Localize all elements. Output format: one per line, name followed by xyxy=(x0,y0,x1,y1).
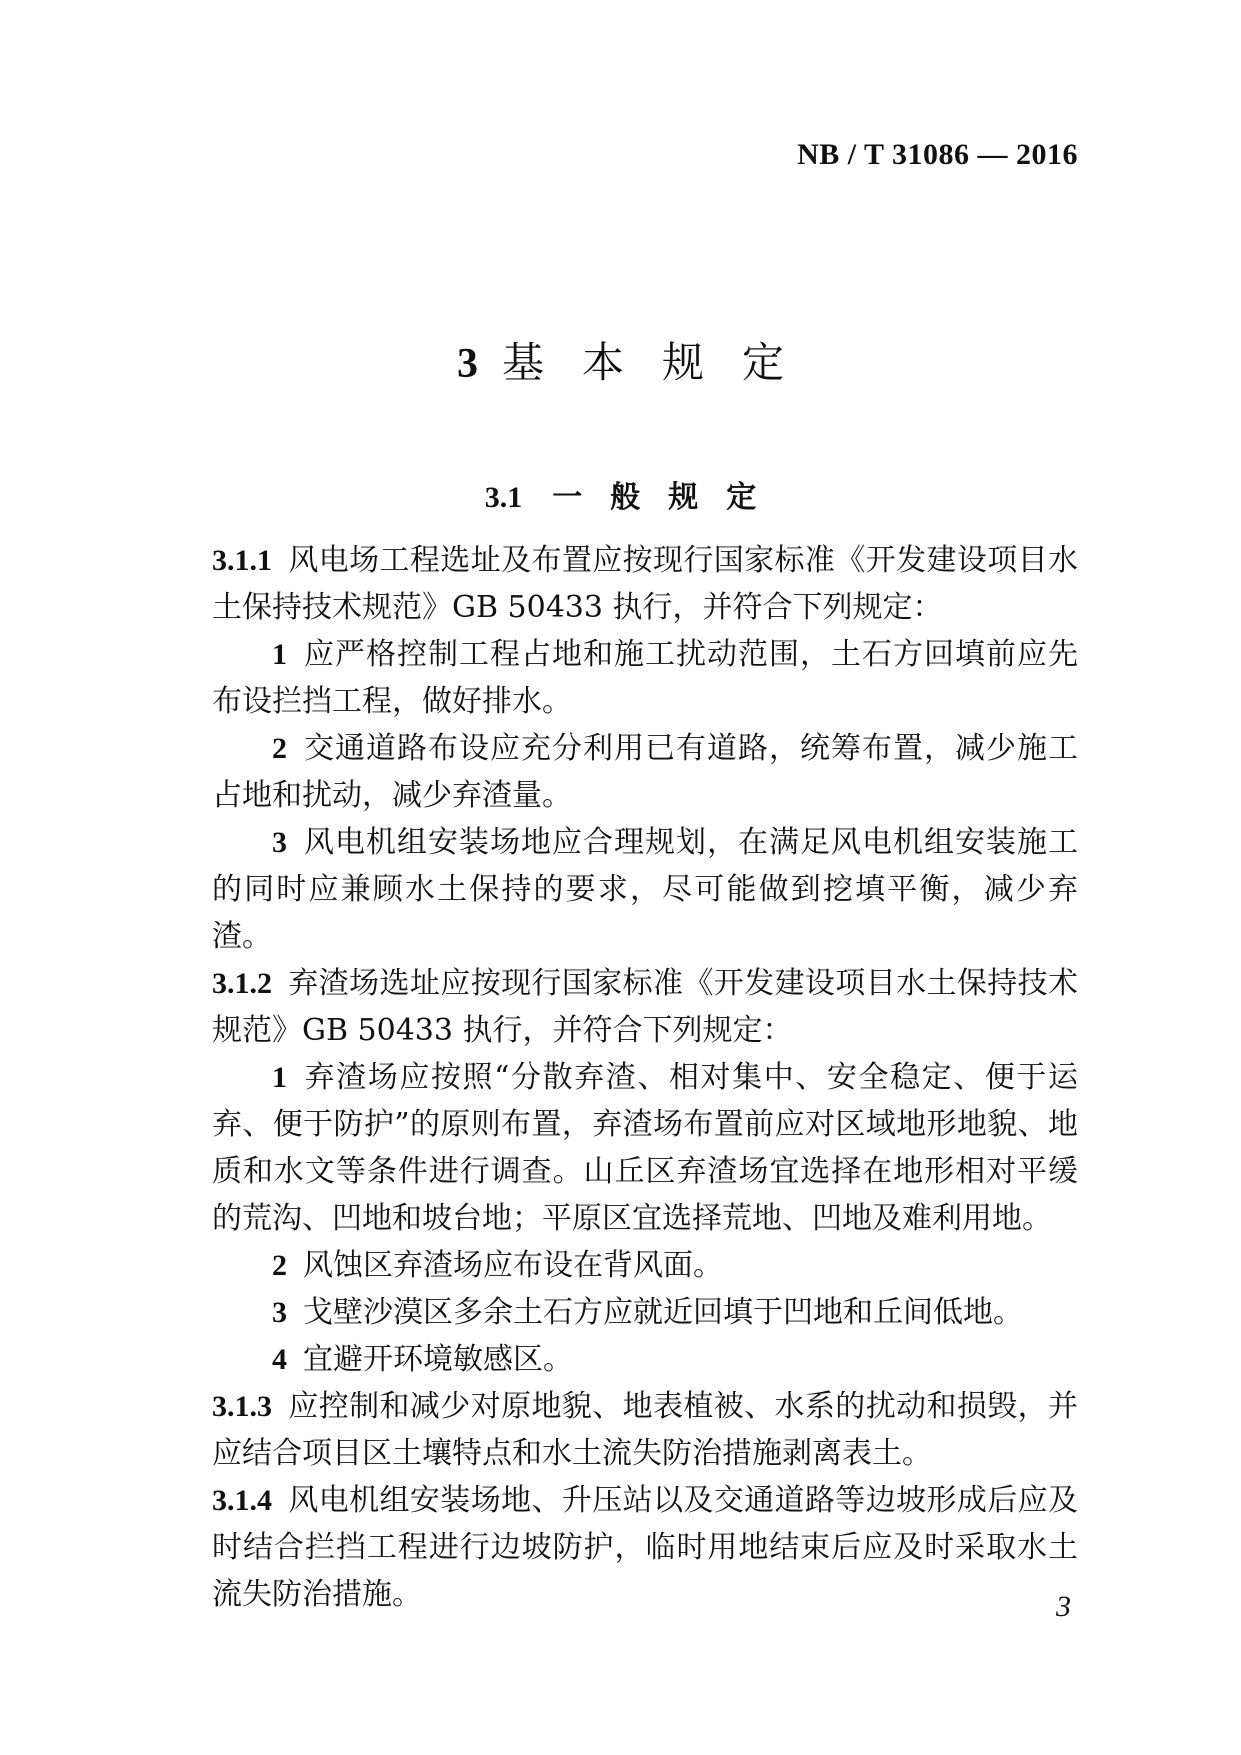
item-text: 弃渣场应按照“分散弃渣、相对集中、安全稳定、便于运弃、便于防护”的原则布置，弃渣场布置前应对区域地形地貌、地质和水文等条件进行调查。山丘区弃渣场宜选择在地形相对平缓的荒沟、凹地和坡台地；平原区宜选择荒地、凹地及难利用地。 xyxy=(212,1060,1078,1236)
clause-number: 3.1.4 xyxy=(212,1484,272,1517)
list-item xyxy=(212,1054,1078,1242)
list-item xyxy=(212,1289,1078,1336)
list-item xyxy=(212,819,1078,960)
clause xyxy=(212,537,1078,631)
clause-text: 应控制和减少对原地貌、地表植被、水系的扰动和损毁，并应结合项目区土壤特点和水土流失防治措施剥离表土。 xyxy=(212,1389,1078,1471)
item-text: 风电机组安装场地应合理规划，在满足风电机组安装施工的同时应兼顾水土保持的要求，尽可能做到挖填平衡，减少弃渣。 xyxy=(212,825,1078,954)
clause-number: 3.1.1 xyxy=(212,544,272,577)
list-item xyxy=(212,725,1078,819)
chapter-name: 基本规定 xyxy=(501,338,822,387)
chapter-number: 3 xyxy=(456,341,478,387)
item-number: 2 xyxy=(272,1249,287,1282)
clause-number: 3.1.3 xyxy=(212,1390,272,1423)
item-number: 1 xyxy=(272,1061,287,1094)
clause-number: 3.1.2 xyxy=(212,967,272,1000)
clause xyxy=(212,1383,1078,1477)
item-text: 交通道路布设应充分利用已有道路，统筹布置，减少施工占地和扰动，减少弃渣量。 xyxy=(212,731,1078,813)
clause-text: 风电机组安装场地、升压站以及交通道路等边坡形成后应及时结合拦挡工程进行边坡防护，临时用地结束后应及时采取水土流失防治措施。 xyxy=(212,1483,1078,1612)
chapter-title xyxy=(0,330,1241,390)
document-body xyxy=(212,537,1078,1618)
item-number: 2 xyxy=(272,732,287,765)
item-number: 4 xyxy=(272,1343,287,1376)
item-text: 宜避开环境敏感区。 xyxy=(303,1342,573,1377)
section-name: 一般规定 xyxy=(552,480,785,515)
clause-text: 弃渣场选址应按现行国家标准《开发建设项目水土保持技术规范》GB 50433 执行，并符合下列规定： xyxy=(212,966,1078,1048)
clause xyxy=(212,1477,1078,1618)
item-text: 应严格控制工程占地和施工扰动范围，土石方回填前应先布设拦挡工程，做好排水。 xyxy=(212,637,1078,719)
page-number: 3 xyxy=(1056,1590,1071,1623)
item-number: 3 xyxy=(272,826,287,859)
item-number: 3 xyxy=(272,1296,287,1329)
item-text: 风蚀区弃渣场应布设在背风面。 xyxy=(303,1248,723,1283)
section-title xyxy=(0,472,1241,516)
clause xyxy=(212,960,1078,1054)
list-item xyxy=(212,1242,1078,1289)
clause-text: 风电场工程选址及布置应按现行国家标准《开发建设项目水土保持技术规范》GB 50433 执行，并符合下列规定： xyxy=(212,543,1078,625)
section-number: 3.1 xyxy=(484,481,523,514)
standard-code: NB / T 31086 — 2016 xyxy=(797,138,1078,171)
item-number: 1 xyxy=(272,638,287,671)
item-text: 戈壁沙漠区多余土石方应就近回填于凹地和丘间低地。 xyxy=(303,1295,1023,1330)
list-item xyxy=(212,631,1078,725)
list-item xyxy=(212,1336,1078,1383)
